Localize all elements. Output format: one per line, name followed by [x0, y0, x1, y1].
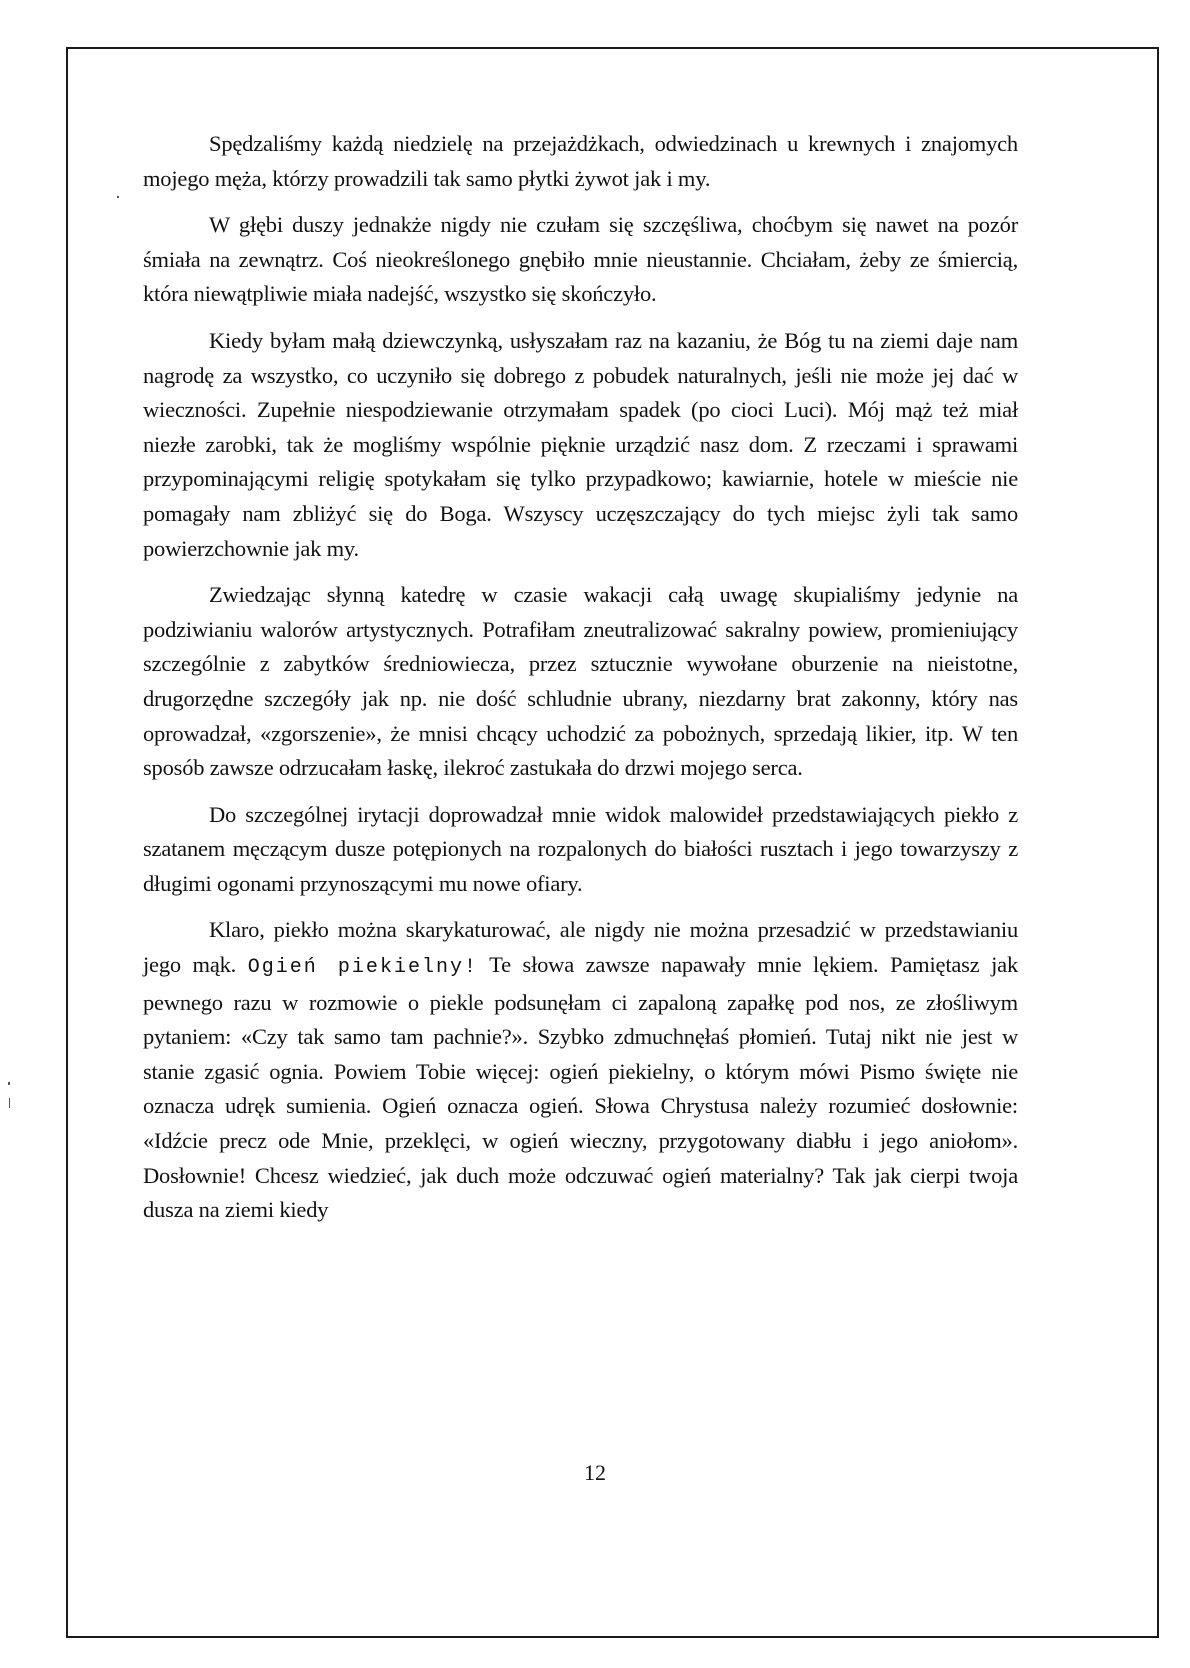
paragraph: [143, 578, 1018, 786]
paragraph: [143, 208, 1018, 312]
paragraph: [143, 798, 1018, 902]
paragraph-text: Te słowa zawsze napawały mnie lękiem. Pamiętasz jak pewnego razu w rozmowie o piekle podsunęłam ci zapaloną zapałkę pod nos, ze złośliwym pytaniem: «Czy tak samo tam pachnie?». Szybko zdmuchnęłaś płomień. Tutaj nikt nie jest w stanie zgasić ognia. Powiem Tobie więcej: ogień piekielny, o którym mówi Pismo święte nie oznacza udręk sumienia. Ogień oznacza ogień. Słowa Chrystusa należy rozumieć dosłownie: «Idźcie precz ode Mnie, przeklęci, w ogień wieczny, przygotowany diabłu i jego aniołom». Dosłownie! Chcesz wiedzieć, jak duch może odczuwać ogień materialny? Tak jak cierpi twoja dusza na ziemi kiedy: [143, 952, 1018, 1223]
paragraph: [143, 324, 1018, 566]
paragraph: [143, 913, 1018, 1227]
paragraph-text: Zwiedzając słynną katedrę w czasie wakacji całą uwagę skupialiśmy jedynie na podziwianiu walorów artystycznych. Potrafiłam zneutralizować sakralny powiew, promieniujący szczególnie z zabytków średniowiecza, przez sztucznie wywołane oburzenie na nieistotne, drugorzędne szczegóły jak np. nie dość schludnie ubrany, niezdarny brat zakonny, który nas oprowadzał, «zgorszenie», że mnisi chcący uchodzić za pobożnych, sprzedają likier, itp. W ten sposób zawsze odrzucałam łaskę, ilekroć zastukała do drzwi mojego serca.: [143, 582, 1018, 781]
scan-artifact: [117, 196, 119, 198]
scan-artifact: [8, 1082, 10, 1085]
page-body: [143, 127, 1018, 1240]
page-number: 12: [584, 1460, 606, 1485]
paragraph: [143, 127, 1018, 196]
emphasized-phrase: Ogień piekielny!: [247, 956, 478, 980]
paragraph-text: Klaro, piekło można skarykaturować, ale nigdy nie można przesadzić w przedstawianiu jego mąk.: [143, 917, 1018, 978]
paragraph-text: W głębi duszy jednakże nigdy nie czułam się szczęśliwa, choćbym się nawet na pozór śmiała na zewnątrz. Coś nieokreślonego gnębiło mnie nieustannie. Chciałam, żeby ze śmiercią, która niewątpliwie miała nadejść, wszystko się skończyło.: [143, 212, 1018, 307]
paragraph-text: Kiedy byłam małą dziewczynką, usłyszałam raz na kazaniu, że Bóg tu na ziemi daje nam nagrodę za wszystko, co uczyniło się dobrego z pobudek naturalnych, jeśli nie może jej dać w wieczności. Zupełnie niespodziewanie otrzymałam spadek (po cioci Luci). Mój mąż też miał niezłe zarobki, tak że mogliśmy wspólnie pięknie urządzić nasz dom. Z rzeczami i sprawami przypominającymi religię spotykałam się tylko przypadkowo; kawiarnie, hotele w mieście nie pomagały nam zbliżyć się do Boga. Wszyscy uczęszczający do tych miejsc żyli tak samo powierzchownie jak my.: [143, 327, 1018, 561]
paragraph-text: Do szczególnej irytacji doprowadzał mnie widok malowideł przedstawiających piekło z szatanem męczącym dusze potępionych na rozpalonych do białości rusztach i jego towarzyszy z długimi ogonami przynoszącymi mu nowe ofiary.: [143, 801, 1018, 896]
scan-artifact: [9, 1098, 10, 1108]
paragraph-text: Spędzaliśmy każdą niedzielę na przejażdżkach, odwiedzinach u krewnych i znajomych mojego męża, którzy prowadzili tak samo płytki żywot jak i my.: [143, 131, 1018, 191]
